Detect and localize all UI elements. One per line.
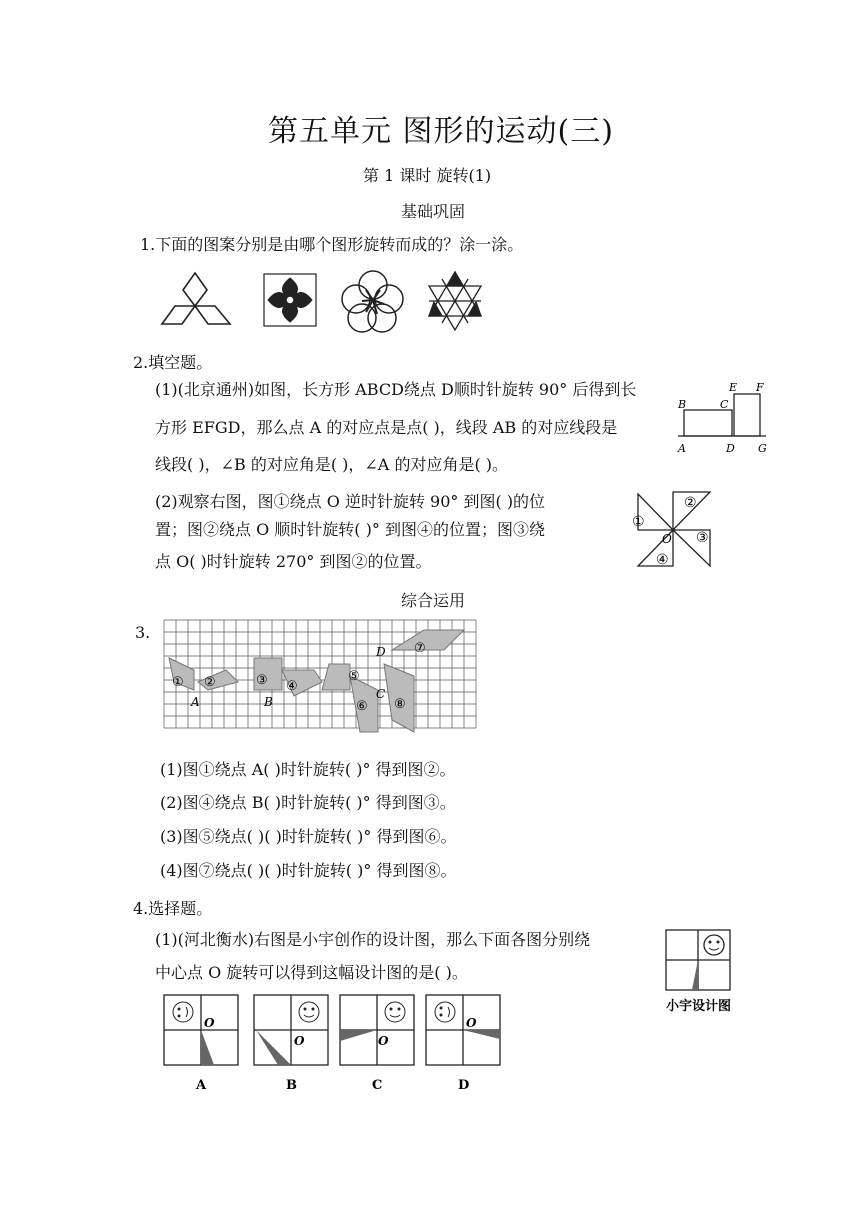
option-a-figure [164, 995, 238, 1093]
pattern-circle-flower [342, 271, 403, 332]
option-b-label: B [286, 1078, 297, 1093]
fig-label-g: G [758, 442, 767, 455]
question-4-heading: 4.选择题。 [133, 899, 213, 918]
fig-label-b: B [678, 398, 687, 411]
pinwheel-label-3: ③ [696, 530, 709, 546]
pinwheel-label-1: ① [632, 514, 645, 530]
option-d-center: O [466, 1016, 477, 1030]
q2-part1-line1: (1)(北京通州)如图，长方形 ABCD绕点 D顺时针旋转 90° 后得到长 [155, 380, 637, 399]
q2-part1-line2: 方形 EFGD，那么点 A 的对应点是点( )，线段 AB 的对应线段是 [155, 418, 618, 437]
question-1-text: 1.下面的图案分别是由哪个图形旋转而成的？涂一涂。 [140, 235, 524, 254]
option-a-center: O [204, 1016, 215, 1030]
q4-design-figure [664, 928, 738, 1018]
fig-label-c: C [720, 398, 729, 411]
option-c-label: C [372, 1078, 383, 1093]
grid-label-7: ⑦ [414, 641, 426, 656]
q2-rectangle-figure [676, 380, 772, 460]
fig-label-a: A [678, 442, 686, 455]
option-b-figure [254, 995, 328, 1093]
section-heading-basic: 基础巩固 [401, 202, 466, 221]
q3-grid-figure [164, 620, 480, 736]
pinwheel-label-4: ④ [656, 552, 669, 568]
q1-pattern-figures [160, 268, 490, 338]
option-c-center: O [378, 1034, 389, 1048]
q2-part1-line3: 线段( )，∠B 的对应角是( )，∠A 的对应角是( )。 [155, 455, 509, 474]
q3-item-1: (1)图①绕点 A( )时针旋转( )° 得到图②。 [160, 760, 456, 779]
question-3-heading: 3. [135, 623, 151, 642]
grid-label-5: ⑤ [348, 669, 360, 684]
grid-label-b: B [264, 695, 273, 709]
grid-label-4: ④ [286, 679, 298, 694]
lesson-subtitle: 第 1 课时 旋转(1) [363, 166, 492, 185]
fig-label-e: E [729, 381, 738, 394]
option-c-figure [340, 995, 414, 1093]
question-2-heading: 2.填空题。 [133, 353, 213, 372]
option-a-label: A [196, 1078, 207, 1093]
grid-label-8: ⑧ [394, 697, 406, 712]
grid-label-d: D [376, 645, 386, 659]
q2-part2-line3: 点 O( )时针旋转 270° 到图②的位置。 [155, 552, 432, 571]
q2-part2-line2: 置；图②绕点 O 顺时针旋转( )° 到图④的位置；图③绕 [155, 520, 545, 539]
pattern-three-rhombus [162, 273, 230, 324]
q2-part2-line1: (2)观察右图，图①绕点 O 逆时针旋转 90° 到图( )的位 [155, 492, 546, 511]
q4-options-figure [164, 995, 504, 1095]
grid-label-c: C [376, 687, 386, 701]
fig-label-d: D [726, 442, 735, 455]
grid-label-a: A [191, 695, 200, 709]
q3-item-4: (4)图⑦绕点( )( )时针旋转( )° 得到图⑧。 [160, 861, 457, 880]
q3-item-3: (3)图⑤绕点( )( )时针旋转( )° 得到图⑥。 [160, 827, 457, 846]
option-b-center: O [294, 1034, 305, 1048]
option-d-label: D [458, 1078, 470, 1093]
design-caption: 小宇设计图 [666, 999, 732, 1014]
grid-label-2: ② [204, 675, 216, 690]
grid-label-6: ⑥ [356, 699, 368, 714]
section-heading-applied: 综合运用 [401, 591, 466, 610]
pinwheel-label-o: O [662, 532, 672, 546]
grid-label-1: ① [172, 675, 184, 690]
pattern-hexagram [429, 272, 481, 330]
option-d-figure [426, 995, 500, 1093]
q3-item-2: (2)图④绕点 B( )时针旋转( )° 得到图③。 [160, 793, 456, 812]
q4-line1: (1)(河北衡水)右图是小宇创作的设计图，那么下面各图分别绕 [155, 930, 591, 949]
pinwheel-label-2: ② [684, 495, 697, 511]
fig-label-f: F [756, 381, 764, 394]
q2-pinwheel-figure [628, 490, 718, 572]
pattern-ornament [264, 274, 316, 326]
q4-line2: 中心点 O 旋转可以得到这幅设计图的是( )。 [155, 963, 468, 982]
page-title: 第五单元 图形的运动(三) [268, 114, 614, 149]
grid-label-3: ③ [256, 673, 268, 688]
